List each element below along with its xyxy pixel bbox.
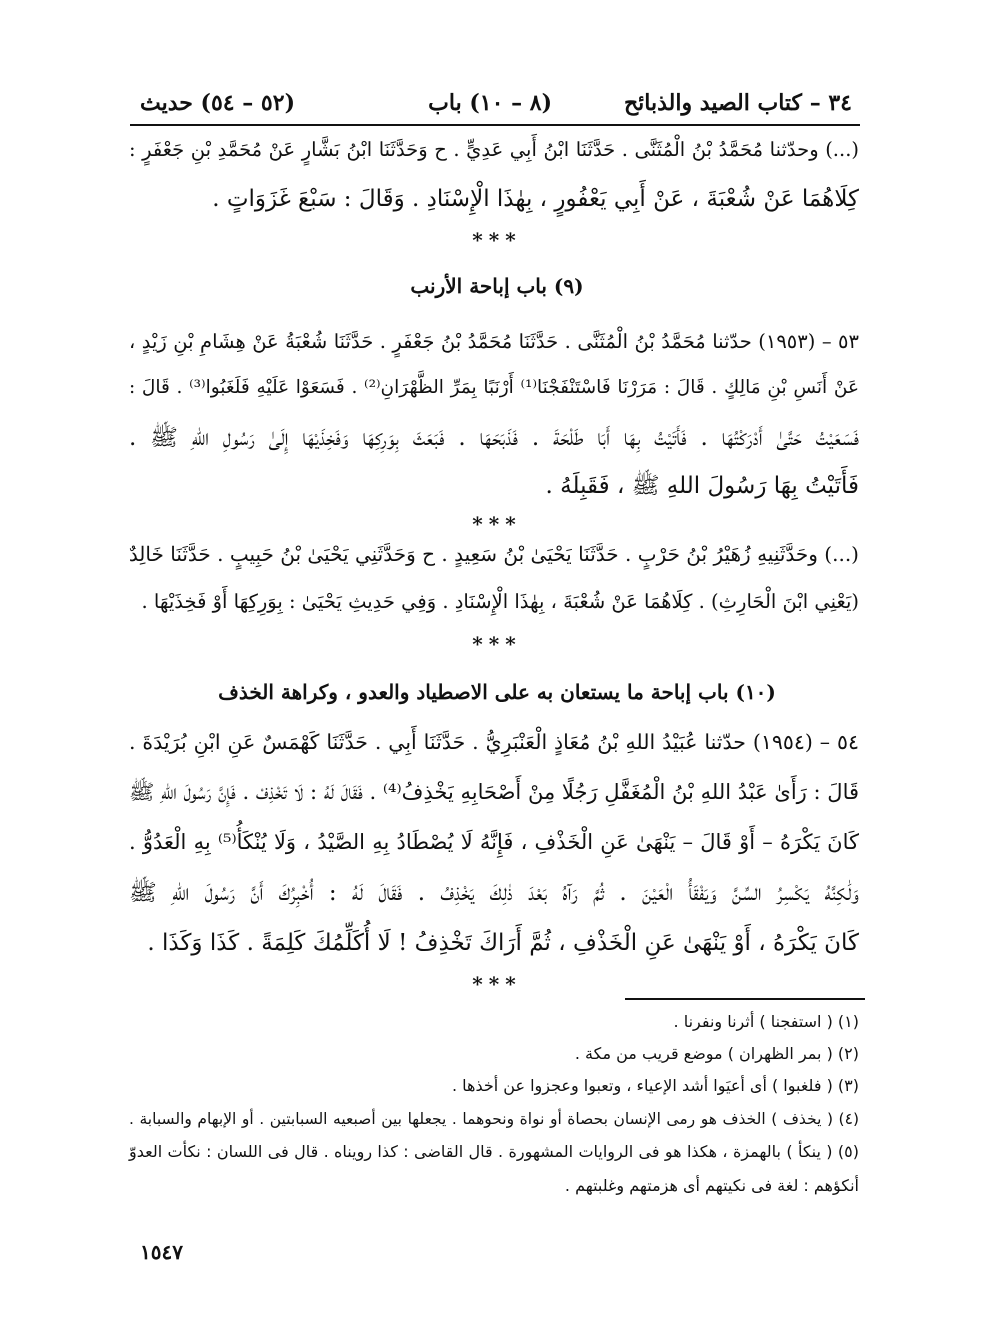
text-line: كَانَ يَكْرَهُ – أَوْ قَالَ – يَنْهَىٰ عَنِ الْخَذْفِ ، فَإِنَّهُ لَا يُصْطَادُ بِهِ الصَّيْدُ ، وَلَا يُنْكَأُ⁽⁵⁾ بِهِ الْعَدُوُّ . (129, 830, 859, 854)
text-line: (...) وحَدَّثَنِيهِ زُهَيْرُ بْنُ حَرْبٍ . حَدَّثَنَا يَحْيَىٰ بْنُ سَعِيدٍ . ح وَحَدَّثَنِي يَحْيَىٰ بْنُ حَبِيبٍ . حَدَّثَنَا خَالِدٌ (128, 542, 859, 566)
footnote: (٤) ( يخذف ) الخذف هو رمى الإنسان بحصاة أو نواة ونحوهما . يجعلها بين أصبعيه السبابتين . أو الإبهام والسبابة . (129, 1110, 859, 1128)
text-line: قَالَ : رَأَىٰ عَبْدُ اللهِ بْنُ الْمُغَفَّلِ رَجُلًا مِنْ أَصْحَابِهِ يَخْذِفُ⁽⁴⁾ . فَقَالَ لَهُ : لَا تَخْذِفْ . فَإِنَّ رَسُولَ اللهِ ﷺ (129, 780, 860, 804)
text-line: ٥٤ – (١٩٥٤) حدّثنا عُبَيْدُ اللهِ بْنُ مُعَاذٍ الْعَنْبَرِيُّ . حَدَّثَنَا أَبِي . حَدَّثَنَا كَهْمَسٌ عَنِ ابْنِ بُرَيْدَةَ . (129, 730, 859, 754)
text-line: عَنْ أَنَسِ بْنِ مَالِكٍ . قَالَ : مَرَرْنَا فَاسْتَنْفَجْنَا⁽¹⁾ أَرْنَبًا بِمَرِّ الظَّهْرَانِ⁽²⁾ . فَسَعَوْا عَلَيْهِ فَلَغَبُوا⁽³⁾ . قَالَ : (129, 377, 859, 398)
section-separator: *** (472, 228, 522, 252)
text-line: ٥٣ – (١٩٥٣) حدّثنا مُحَمَّدُ بْنُ الْمُثَنَّى . حَدَّثَنَا مُحَمَّدُ بْنُ جَعْفَرٍ . حَدَّثَنَا شُعْبَةُ عَنْ هِشَامِ بْنِ زَيْدٍ ، (129, 330, 859, 353)
running-header (140, 86, 852, 126)
header-book-title: ٣٤ – كتاب الصيد والذبائح (623, 90, 852, 116)
chapter-heading: (٩) باب إباحة الأرنب (410, 274, 584, 298)
header-chapter-range: (٨ – ١٠) باب (428, 90, 552, 116)
section-separator: *** (472, 632, 522, 656)
footnote: (٥) ( ينكأ ) بالهمزة ، هكذا هو فى الروايات المشهورة . قال القاضى : كذا رويناه . قال فى اللسان : نكأت العدوّ (129, 1142, 859, 1161)
page-number: ١٥٤٧ (140, 1240, 183, 1264)
text-line: كِلَاهُمَا عَنْ شُعْبَةَ ، عَنْ أَبِي يَعْفُورٍ ، بِهٰذَا الْإِسْنَادِ . وَقَالَ : سَبْعَ غَزَوَاتٍ . (212, 186, 859, 212)
section-separator: *** (472, 972, 522, 996)
section-separator: *** (472, 512, 522, 536)
text-line: كَانَ يَكْرَهُ ، أَوْ يَنْهَىٰ عَنِ الْخَذْفِ ، ثُمَّ أَرَاكَ تَخْذِفُ ! لَا أُكَلِّمُكَ كَلِمَةً . كَذَا وَكَذَا . (147, 930, 859, 956)
footnote: (٣) ( فلغبوا ) أى أعيَوا أشد الإعياء ، وتعبوا وعجزوا عن أخذها . (451, 1076, 859, 1095)
text-line: (يَعْنِي ابْنَ الْحَارِثِ) . كِلَاهُمَا عَنْ شُعْبَةَ ، بِهٰذَا الْإِسْنَادِ . وَفِي حَدِيثِ يَحْيَىٰ : بِوَرِكِهَا أَوْ فَخِذَيْهَا . (141, 590, 859, 613)
text-line: فَسَعَيْتُ حَتَّىٰ أَدْرَكْتُهَا . فَأَتَيْتُ بِهَا أَبَا طَلْحَةَ . فَذَبَحَهَا . فَبَعَثَ بِوَرِكِهَا وَفَخِذَيْهَا إِلَىٰ رَسُولِ اللهِ ﷺ . (129, 425, 859, 451)
text-line: (...) وحدّثنا مُحَمَّدُ بْنُ الْمُثَنَّى . حَدَّثَنَا ابْنُ أَبِي عَدِيٍّ . ح وَحَدَّثَنَا ابْنُ بَشَّارٍ عَنْ مُحَمَّدِ بْنِ جَعْفَرٍ : (129, 138, 859, 161)
footnote: (٢) ( بمر الظهران ) موضع قريب من مكة . (574, 1044, 859, 1063)
text-line: وَلَٰكِنَّهُ يَكْسِرُ السِّنَّ وَيَفْقَأُ الْعَيْنَ . ثُمَّ رَآهُ بَعْدَ ذٰلِكَ يَخْذِفُ . فَقَالَ لَهُ : أُخْبِرُكَ أَنَّ رَسُولَ اللهِ ﷺ (129, 880, 859, 906)
header-hadith-range: (٥٢ – ٥٤) حديث (140, 90, 295, 116)
chapter-heading: (١٠) باب إباحة ما يستعان به على الاصطياد والعدو ، وكراهة الخذف (218, 680, 776, 704)
footnote-rule (625, 998, 865, 1000)
footnote-continuation: أنكؤهم : لغة فى نكيتهم أى هزمتهم وغلبتهم . (564, 1176, 859, 1195)
header-rule (130, 124, 860, 126)
footnote: (١) ( استفجنا ) أثرنا ونفرنا . (673, 1012, 859, 1031)
text-line: فَأَتَيْتُ بِهَا رَسُولَ اللهِ ﷺ ، فَقَبِلَهُ . (545, 473, 859, 499)
